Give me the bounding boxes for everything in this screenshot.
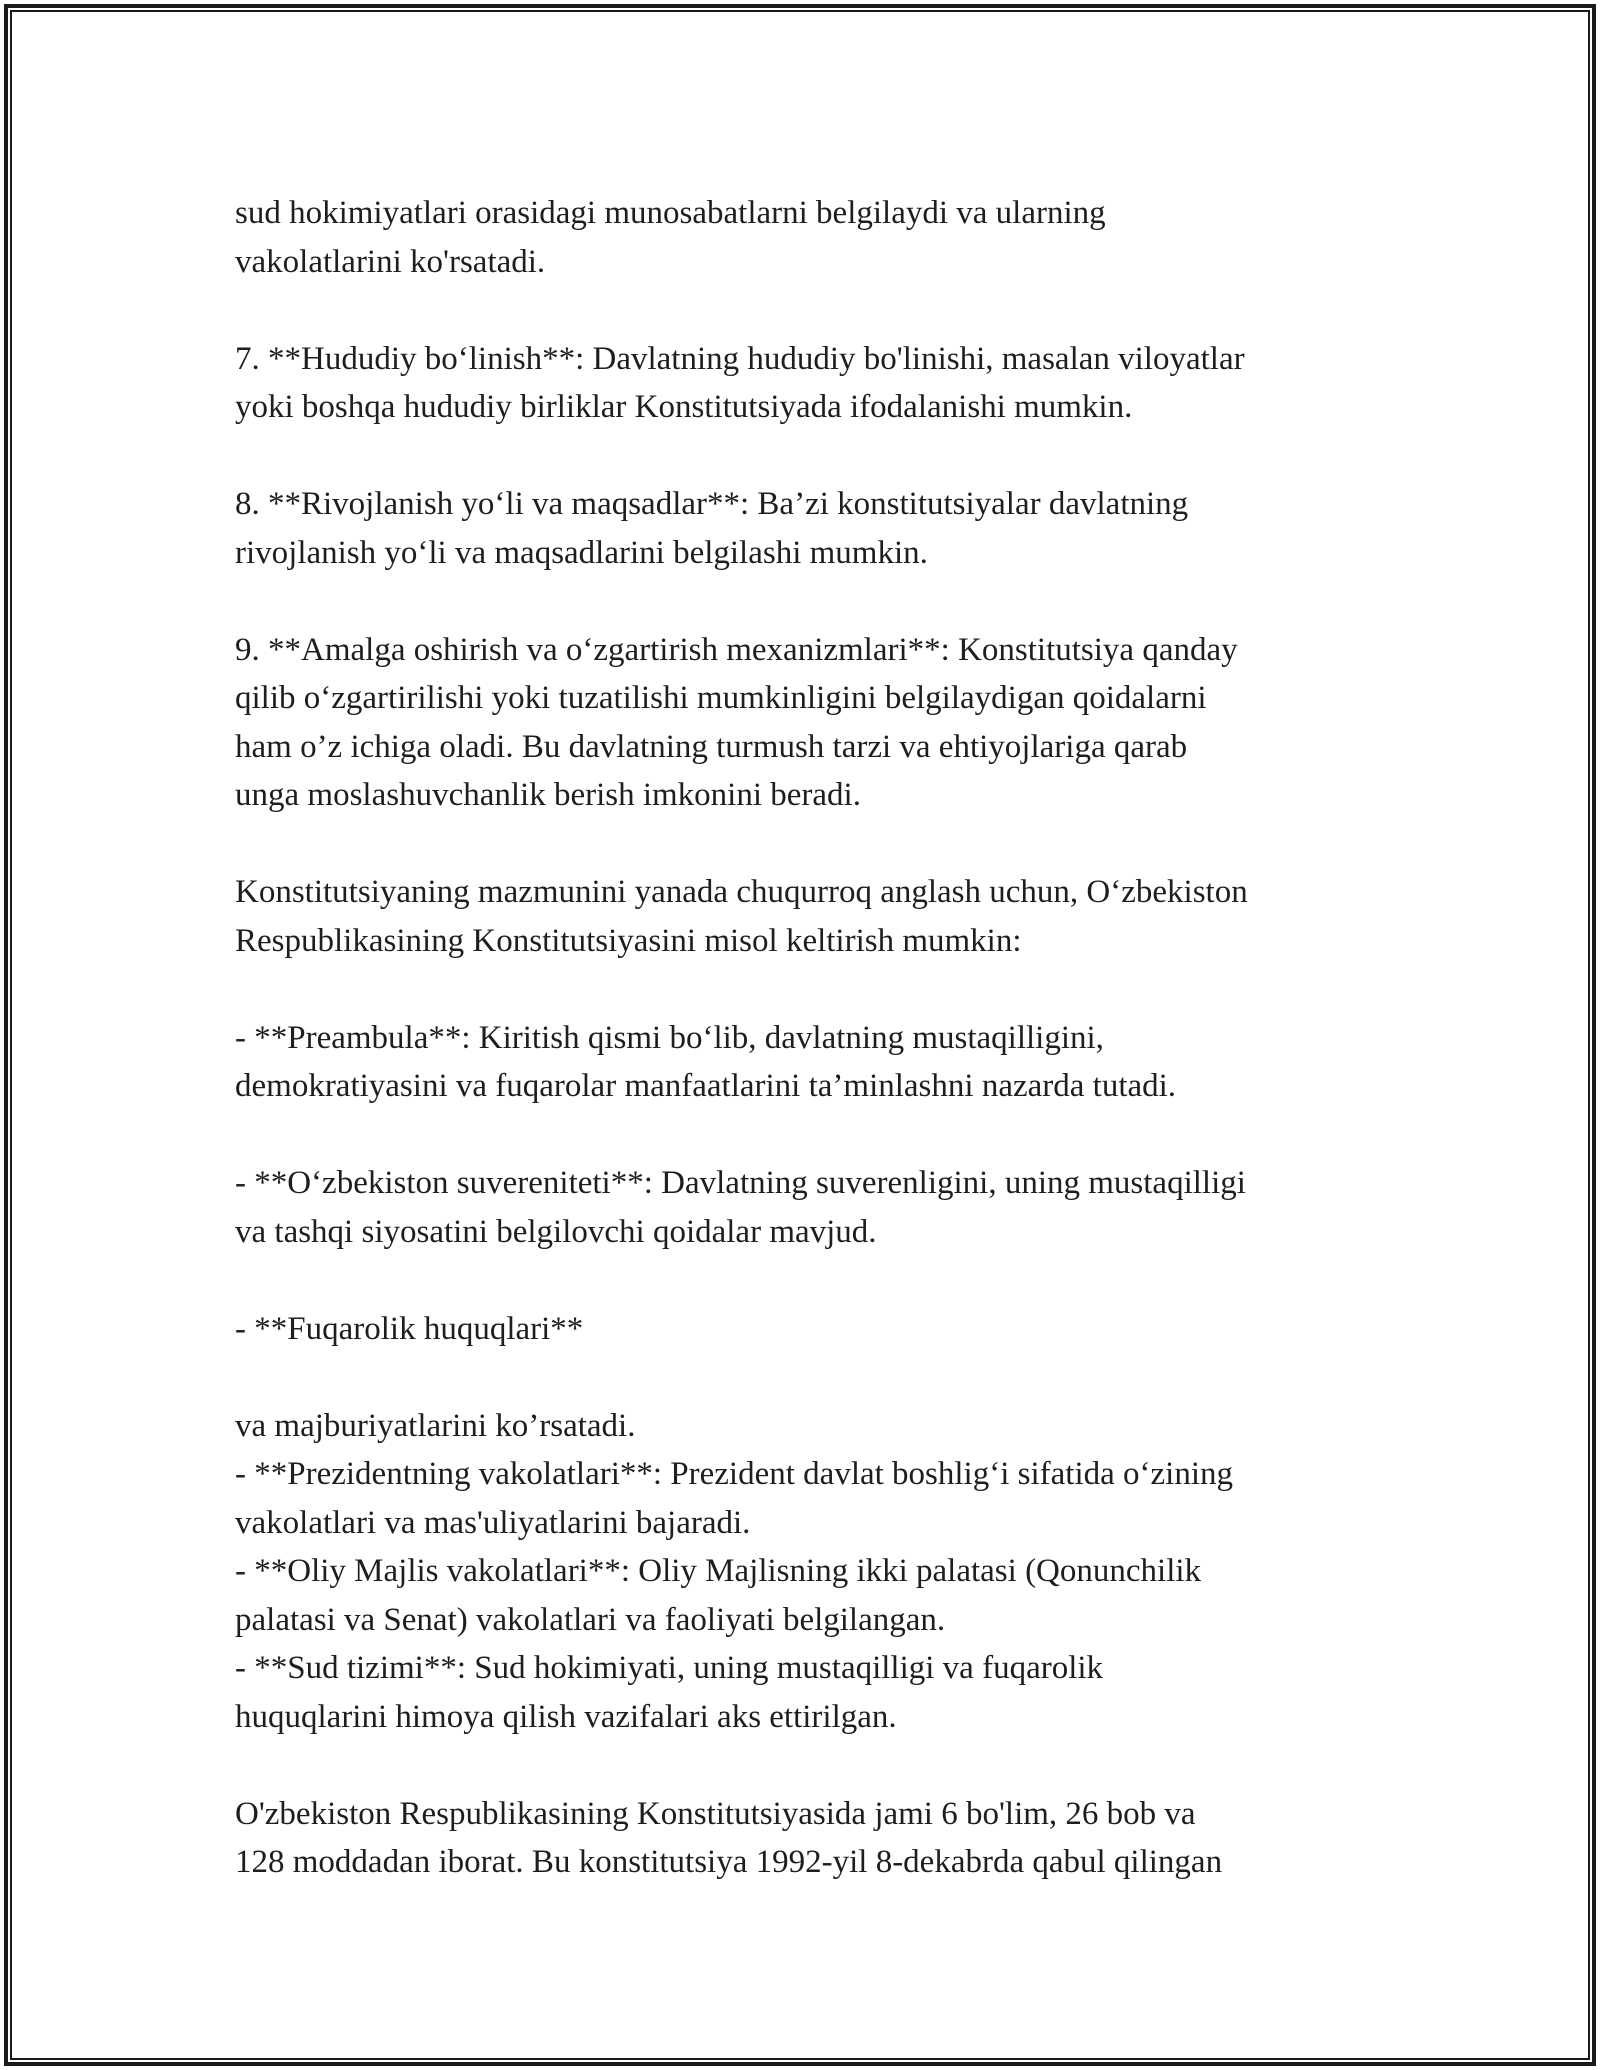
- text-line: 8. **Rivojlanish yo‘li va maqsadlar**: Ba’zi konstitutsiyalar davlatning: [235, 486, 1189, 522]
- text-line: Konstitutsiyaning mazmunini yanada chuqurroq anglash uchun, O‘zbekiston: [235, 874, 1248, 910]
- text-line: yoki boshqa hududiy birliklar Konstitutsiyada ifodalanishi mumkin.: [235, 389, 1133, 425]
- text-line: unga moslashuvchanlik berish imkonini beradi.: [235, 777, 861, 813]
- blank-line: [235, 1256, 1375, 1305]
- text-line: va tashqi siyosatini belgilovchi qoidalar mavjud.: [235, 1213, 877, 1250]
- text-line: - **Fuqarolik huquqlari**: [235, 1310, 584, 1347]
- blank-line: [235, 1111, 1375, 1160]
- text-line: palatasi va Senat) vakolatlari va faoliyati belgilangan.: [235, 1601, 946, 1638]
- blank-line: [235, 1353, 1375, 1402]
- blank-line: [235, 1741, 1375, 1790]
- text-line: 9. **Amalga oshirish va o‘zgartirish mexanizmlari**: Konstitutsiya qanday: [235, 631, 1238, 668]
- text-line: qilib o‘zgartirilishi yoki tuzatilishi mumkinligini belgilaydigan qoidalarni: [235, 680, 1207, 716]
- document-body: [235, 189, 1375, 1887]
- text-line: demokratiyasini va fuqarolar manfaatlarini ta’minlashni nazarda tutadi.: [235, 1068, 1177, 1104]
- text-line: ham o’z ichiga oladi. Bu davlatning turmush tarzi va ehtiyojlariga qarab: [235, 728, 1188, 765]
- text-line: vakolatlarini ko'rsatadi.: [235, 243, 546, 280]
- text-line: 7. **Hududiy bo‘linish**: Davlatning hududiy bo'linishi, masalan viloyatlar: [235, 340, 1245, 377]
- blank-line: [235, 965, 1375, 1014]
- blank-line: [235, 286, 1375, 335]
- text-line: O'zbekiston Respublikasining Konstitutsiyasida jami 6 bo'lim, 26 bob va: [235, 1795, 1196, 1832]
- blank-line: [235, 432, 1375, 481]
- text-line: huquqlarini himoya qilish vazifalari aks ettirilgan.: [235, 1698, 897, 1735]
- text-line: va majburiyatlarini ko’rsatadi.: [235, 1407, 636, 1444]
- text-line: - **Oliy Majlis vakolatlari**: Oliy Majlisning ikki palatasi (Qonunchilik: [235, 1553, 1202, 1589]
- text-line: vakolatlari va mas'uliyatlarini bajaradi.: [235, 1504, 751, 1541]
- text-line: - **Sud tizimi**: Sud hokimiyati, uning mustaqilligi va fuqarolik: [235, 1650, 1104, 1686]
- text-line: - **Prezidentning vakolatlari**: Prezident davlat boshlig‘i sifatida o‘zining: [235, 1456, 1233, 1492]
- text-line: sud hokimiyatlari orasidagi munosabatlarni belgilaydi va ularning: [235, 195, 1106, 231]
- text-line: - **O‘zbekiston suvereniteti**: Davlatning suverenligini, uning mustaqilligi: [235, 1165, 1246, 1201]
- text-line: rivojlanish yo‘li va maqsadlarini belgilashi mumkin.: [235, 534, 928, 571]
- text-line: - **Preambula**: Kiritish qismi bo‘lib, davlatning mustaqilligini,: [235, 1019, 1104, 1056]
- blank-line: [235, 820, 1375, 869]
- text-line: 128 moddadan iborat. Bu konstitutsiya 1992-yil 8-dekabrda qabul qilingan: [235, 1844, 1223, 1880]
- text-line: Respublikasining Konstitutsiyasini misol keltirish mumkin:: [235, 922, 1022, 959]
- blank-line: [235, 577, 1375, 626]
